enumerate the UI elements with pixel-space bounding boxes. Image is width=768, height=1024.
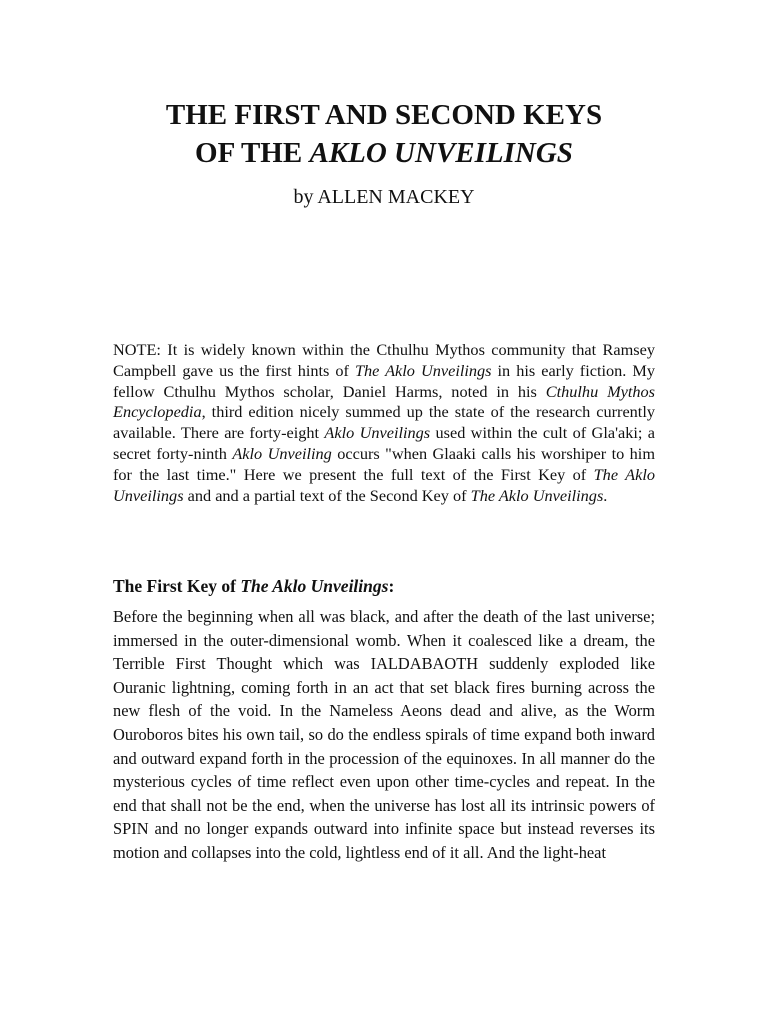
note-text-6: and and a partial text of the Second Key of — [183, 485, 471, 505]
note-text-7: . — [603, 485, 608, 505]
note-text-1: NOTE: It is widely known within the Cthulhu Mythos community that Ramsey Campbell gave us the first hints of — [113, 340, 655, 380]
note-text-4: used within the cult of Gla'aki; a secret forty-ninth — [113, 423, 655, 463]
section-heading — [113, 576, 655, 597]
note-paragraph — [113, 340, 655, 506]
section-heading-italic: The Aklo Unveilings — [240, 576, 389, 596]
author-byline: by ALLEN MACKEY — [293, 186, 475, 208]
note-italic-4: Aklo Unveiling — [232, 443, 332, 463]
title-line-2-prefix: OF THE — [195, 137, 310, 169]
note-italic-3: Aklo Unveilings — [324, 423, 431, 443]
note-italic-1: The Aklo Unveilings — [354, 360, 492, 380]
page-title — [0, 96, 768, 172]
note-text-5: occurs "when Glaaki calls his worshiper to him for the last time." Here we present the full text of the First Key of — [113, 443, 655, 484]
section-heading-prefix: The First Key of — [113, 576, 241, 596]
section-heading-suffix: : — [388, 576, 395, 596]
note-text-3: , third edition nicely summed up the state of the research currently available. There are forty-eight — [113, 402, 655, 443]
section-body: Before the beginning when all was black, and after the death of the last universe; immersed in the outer-dimensional womb. When it coalesced like a dream, the Terrible First Thought which was IALDABAOTH suddenly exploded like Ouranic lightning, coming forth in an act that set black fires burning across the new flesh of the void. In the Nameless Aeons dead and alive, as the Worm Ouroboros bites his own tail, so do the endless spirals of time expand both inward and outward expand forth in the procession of the equinoxes. In all manner do the mysterious cycles of time reflect even upon other time-cycles and repeat. In the end that shall not be the end, when the universe has lost all its intrinsic powers of SPIN and no longer expands outward into infinite space but instead reverses its motion and collapses into the cold, lightless end of it all. And the light-heat — [113, 607, 655, 862]
note-italic-5: The Aklo Unveilings — [113, 464, 655, 505]
title-line-2-italic: AKLO UNVEILINGS — [309, 137, 573, 169]
title-line-1: THE FIRST AND SECOND KEYS — [165, 99, 603, 131]
note-italic-2: Cthulhu Mythos Encyclopedia — [113, 381, 655, 422]
note-text-2: in his early fiction. My fellow Cthulhu Mythos scholar, Daniel Harms, noted in his — [113, 360, 655, 401]
note-italic-6: The Aklo Unveilings — [470, 485, 604, 505]
